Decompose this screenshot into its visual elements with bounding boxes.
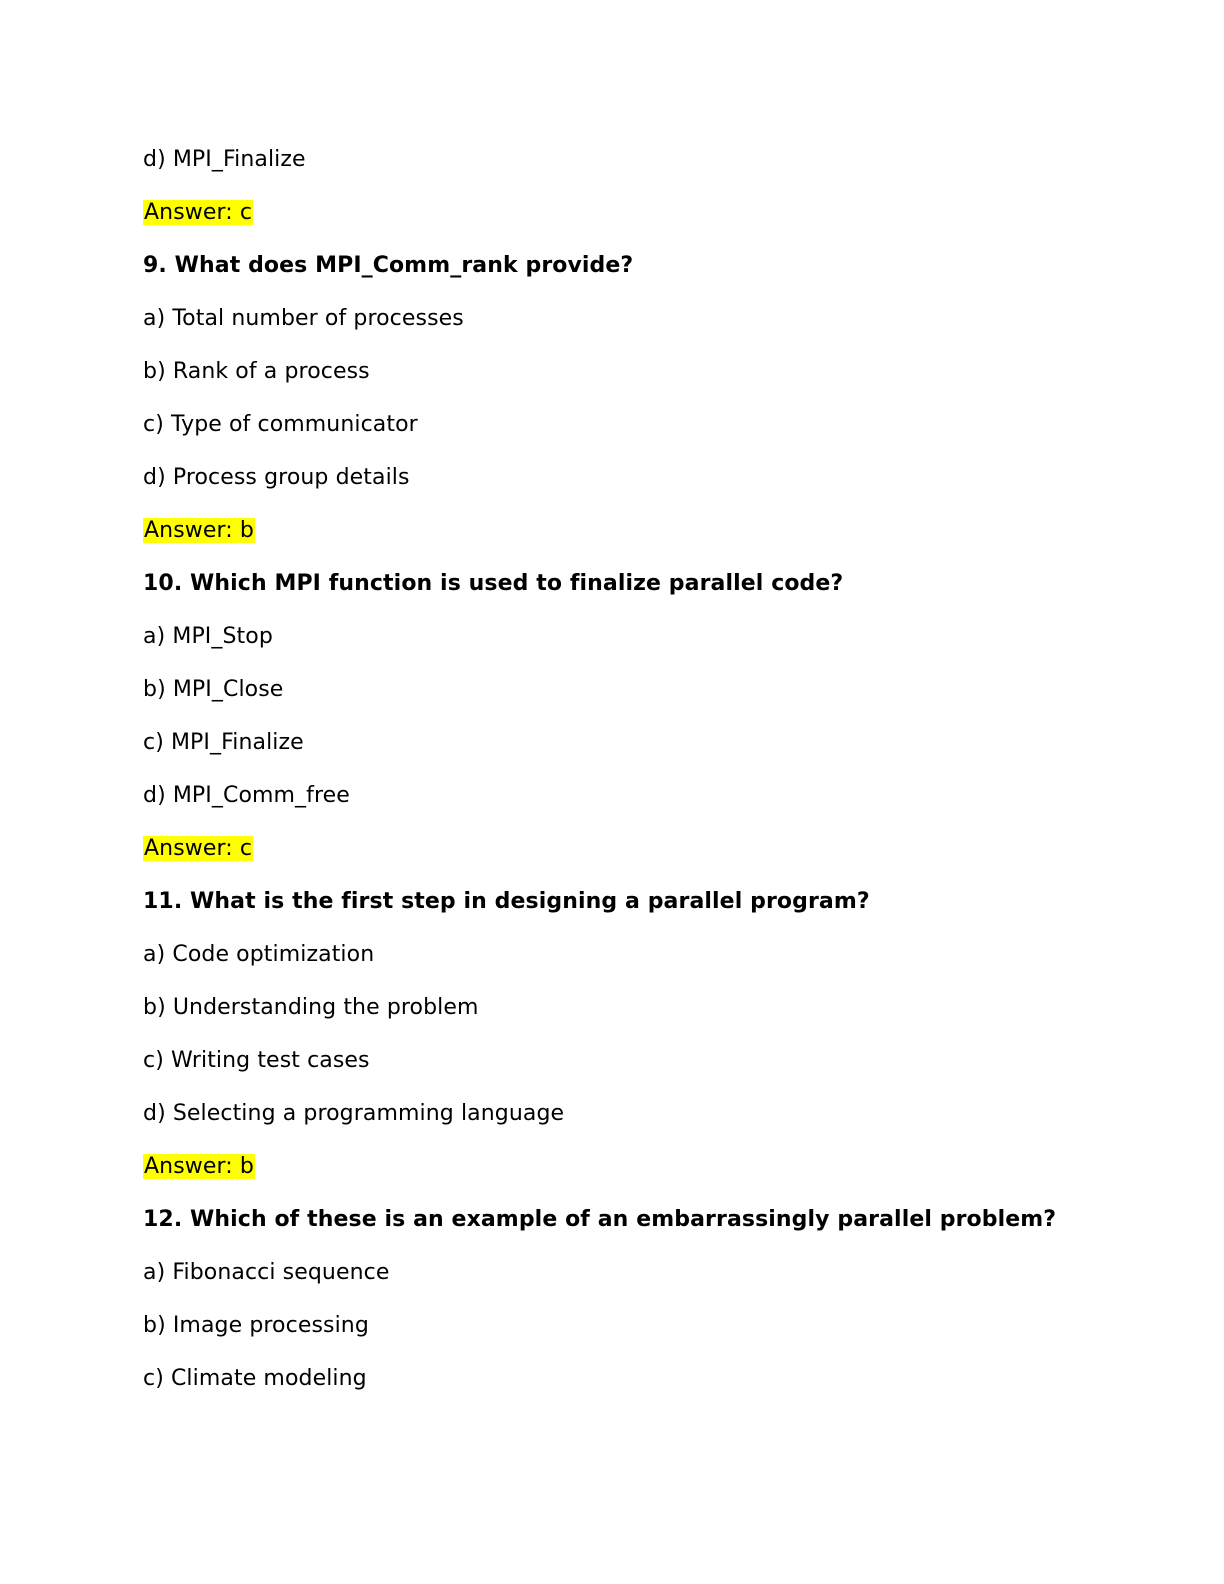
option-line: a) Total number of processes [143, 306, 464, 331]
question-heading: 9. What does MPI_Comm_rank provide? [143, 253, 634, 278]
option-line: d) Selecting a programming language [143, 1101, 565, 1126]
option-line: b) Rank of a process [143, 359, 370, 384]
answer-line [143, 834, 253, 864]
option-line: c) Writing test cases [143, 1048, 370, 1073]
option-line: d) MPI_Finalize [143, 147, 306, 172]
option-line: d) Process group details [143, 465, 410, 490]
answer-line [143, 516, 255, 546]
question-heading: 12. Which of these is an example of an embarrassingly parallel problem? [143, 1207, 1057, 1232]
option-line: d) MPI_Comm_free [143, 783, 350, 808]
answer-highlight: Answer: b [144, 518, 254, 543]
option-line: c) Climate modeling [143, 1366, 367, 1391]
option-line: a) MPI_Stop [143, 624, 273, 649]
option-line: b) MPI_Close [143, 677, 284, 702]
answer-line [143, 1152, 255, 1182]
option-line: b) Understanding the problem [143, 995, 479, 1020]
answer-line [143, 198, 253, 228]
answer-highlight: Answer: c [144, 836, 253, 861]
question-heading: 10. Which MPI function is used to finalize parallel code? [143, 571, 844, 596]
option-line: c) MPI_Finalize [143, 730, 304, 755]
answer-highlight: Answer: b [144, 1154, 254, 1179]
question-heading: 11. What is the first step in designing a parallel program? [143, 889, 870, 914]
answer-highlight: Answer: c [144, 200, 253, 225]
option-line: a) Code optimization [143, 942, 375, 967]
option-line: c) Type of communicator [143, 412, 418, 437]
option-line: a) Fibonacci sequence [143, 1260, 390, 1285]
option-line: b) Image processing [143, 1313, 369, 1338]
